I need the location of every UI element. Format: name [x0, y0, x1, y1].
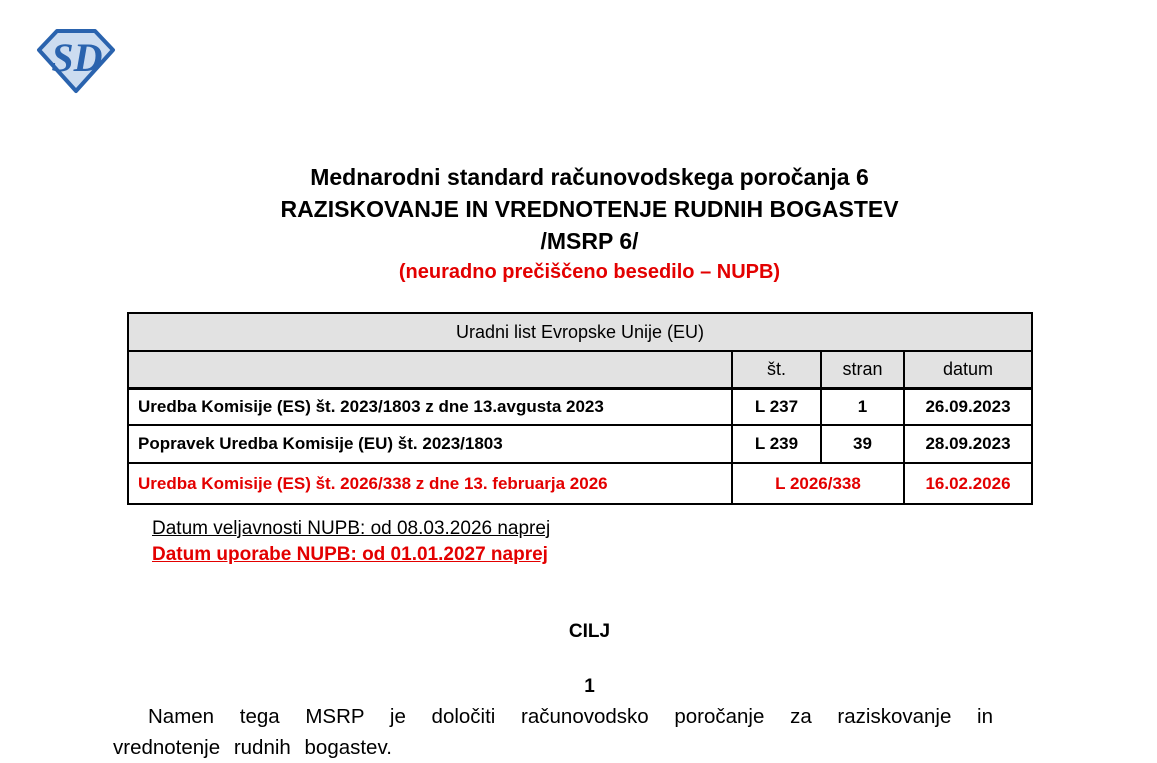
row-st-value: L 237: [732, 388, 821, 425]
row-stran-value: 1: [821, 388, 904, 425]
sd-diamond-logo: [36, 26, 116, 96]
row-st-value: L 2026/338: [732, 463, 904, 504]
sd-diamond-logo-icon: [36, 26, 116, 96]
application-date-line: Datum uporabe NUPB: od 01.01.2027 naprej: [152, 544, 548, 565]
row-stran-value: 39: [821, 425, 904, 463]
table-caption: Uradni list Evropske Unije (EU): [128, 313, 1032, 351]
row-datum-value: 26.09.2023: [904, 388, 1032, 425]
official-journal-table: [127, 312, 1033, 505]
title-line-2: RAZISKOVANJE IN VREDNOTENJE RUDNIH BOGASTEV: [280, 196, 899, 222]
title-line-1: Mednarodni standard računovodskega poročanja 6: [310, 164, 869, 190]
row-datum-value: 16.02.2026: [904, 463, 1032, 504]
title-line-3: /MSRP 6/: [540, 228, 639, 254]
row-datum-value: 28.09.2023: [904, 425, 1032, 463]
row-description: Popravek Uredba Komisije (EU) št. 2023/1803: [128, 425, 732, 463]
title-subtitle-nupb: (neuradno prečiščeno besedilo – NUPB): [398, 261, 781, 283]
table-row: [128, 388, 1032, 425]
column-header-st: št.: [732, 351, 821, 388]
row-st-value: L 239: [732, 425, 821, 463]
validity-dates-block: [152, 516, 550, 568]
row-description: Uredba Komisije (ES) št. 2023/1803 z dne 13.avgusta 2023: [128, 388, 732, 425]
row-description: Uredba Komisije (ES) št. 2026/338 z dne 13. februarja 2026: [128, 463, 732, 504]
column-header-stran: stran: [821, 351, 904, 388]
objective-paragraph: Namen tega MSRP je določiti računovodsko poročanje za raziskovanje in vrednotenje rudnih bogastev.: [113, 705, 993, 759]
validity-date-line: Datum veljavnosti NUPB: od 08.03.2026 naprej: [152, 518, 551, 539]
column-header-datum: datum: [904, 351, 1032, 388]
column-header-empty: [128, 351, 732, 388]
svg-text:SD: SD: [51, 35, 103, 80]
section-heading-cilj: CILJ: [568, 621, 611, 642]
table-caption-row: [128, 313, 1032, 351]
table-row-amendment: [128, 463, 1032, 504]
document-title-block: [11, 161, 1157, 288]
section-paragraph-number: 1: [584, 676, 595, 697]
table-row: [128, 425, 1032, 463]
table-header-row: [128, 351, 1032, 388]
